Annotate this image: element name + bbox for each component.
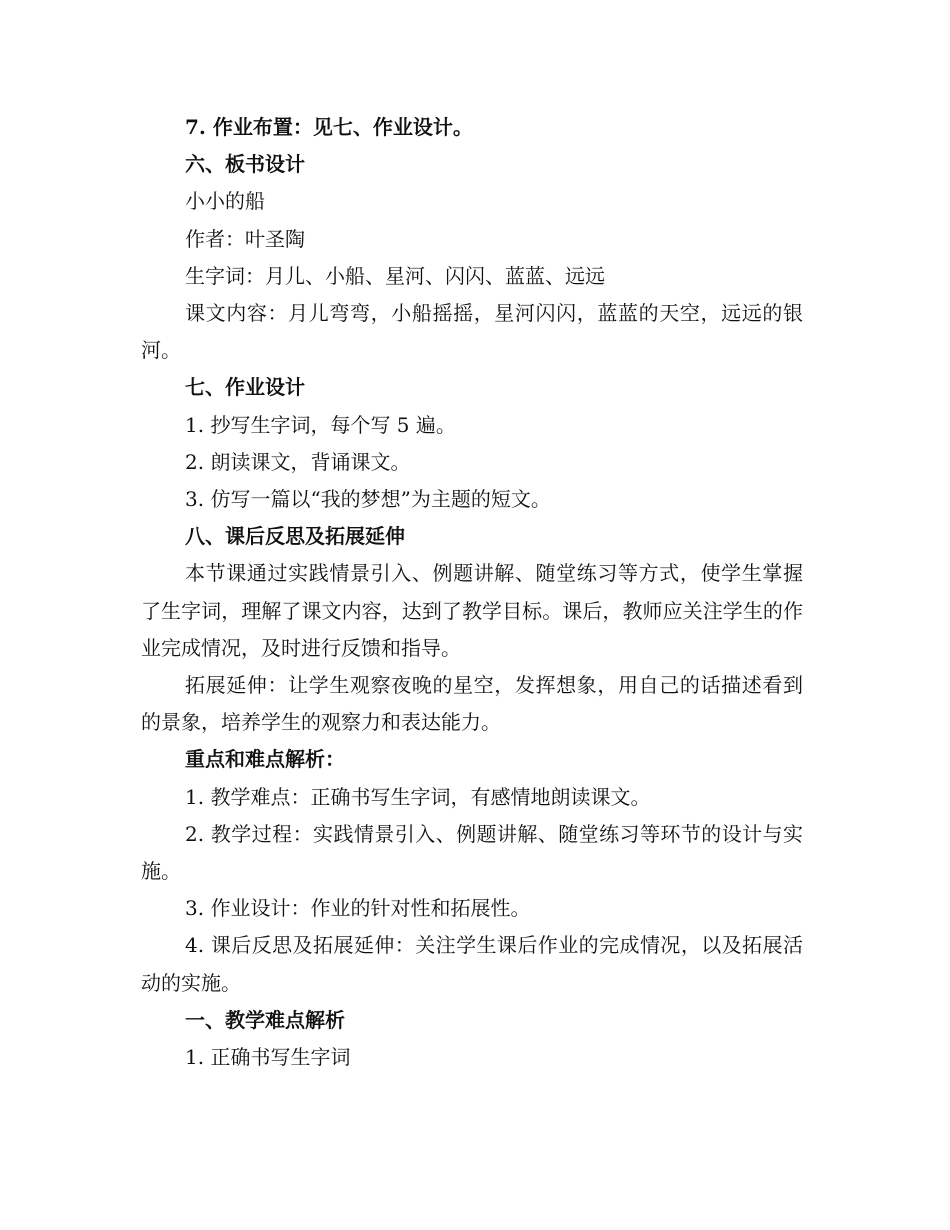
- heading-key-points: 重点和难点解析：: [185, 747, 345, 772]
- key-point-2: 2. 教学过程：实践情景引入、例题讲解、随堂练习等环节的设计与实施。: [141, 821, 803, 884]
- homework-assignment-item: 7. 作业布置：见七、作业设计。: [185, 115, 473, 139]
- section-heading-difficulty-analysis: 一、教学难点解析: [185, 1007, 345, 1032]
- key-point-1: 1. 教学难点：正确书写生字词，有感情地朗读课文。: [185, 784, 651, 809]
- reflection-paragraph: 本节课通过实践情景引入、例题讲解、随堂练习等方式，使学生掌握了生字词，理解了课文内容，达到了教学目标。课后，教师应关注学生的作业完成情况，及时进行反馈和指导。: [141, 561, 803, 660]
- difficulty-item-1: 1. 正确书写生字词: [185, 1045, 351, 1070]
- key-point-4: 4. 课后反思及拓展延伸：关注学生课后作业的完成情况，以及拓展活动的实施。: [141, 933, 803, 995]
- vocabulary-line: 生字词：月儿、小船、星河、闪闪、蓝蓝、远远: [185, 263, 605, 288]
- author-line: 作者：叶圣陶: [185, 226, 305, 251]
- homework-item-3: 3. 仿写一篇以“我的梦想”为主题的短文。: [185, 487, 551, 512]
- section-heading-homework-design: 七、作业设计: [185, 375, 305, 400]
- section-heading-blackboard-design: 六、板书设计: [185, 152, 305, 177]
- extension-paragraph: 拓展延伸：让学生观察夜晚的星空，发挥想象，用自己的话描述看到的景象，培养学生的观察力和表达能力。: [141, 673, 803, 735]
- key-point-3: 3. 作业设计：作业的针对性和拓展性。: [185, 896, 531, 921]
- lesson-title: 小小的船: [185, 189, 265, 214]
- document-body: [141, 109, 803, 1076]
- homework-item-1: 1. 抄写生字词，每个写 5 遍。: [185, 412, 456, 437]
- text-content-paragraph: 课文内容：月儿弯弯，小船摇摇，星河闪闪，蓝蓝的天空，远远的银河。: [141, 301, 803, 363]
- section-heading-reflection: 八、课后反思及拓展延伸: [185, 524, 405, 549]
- homework-item-2: 2. 朗读课文，背诵课文。: [185, 449, 411, 474]
